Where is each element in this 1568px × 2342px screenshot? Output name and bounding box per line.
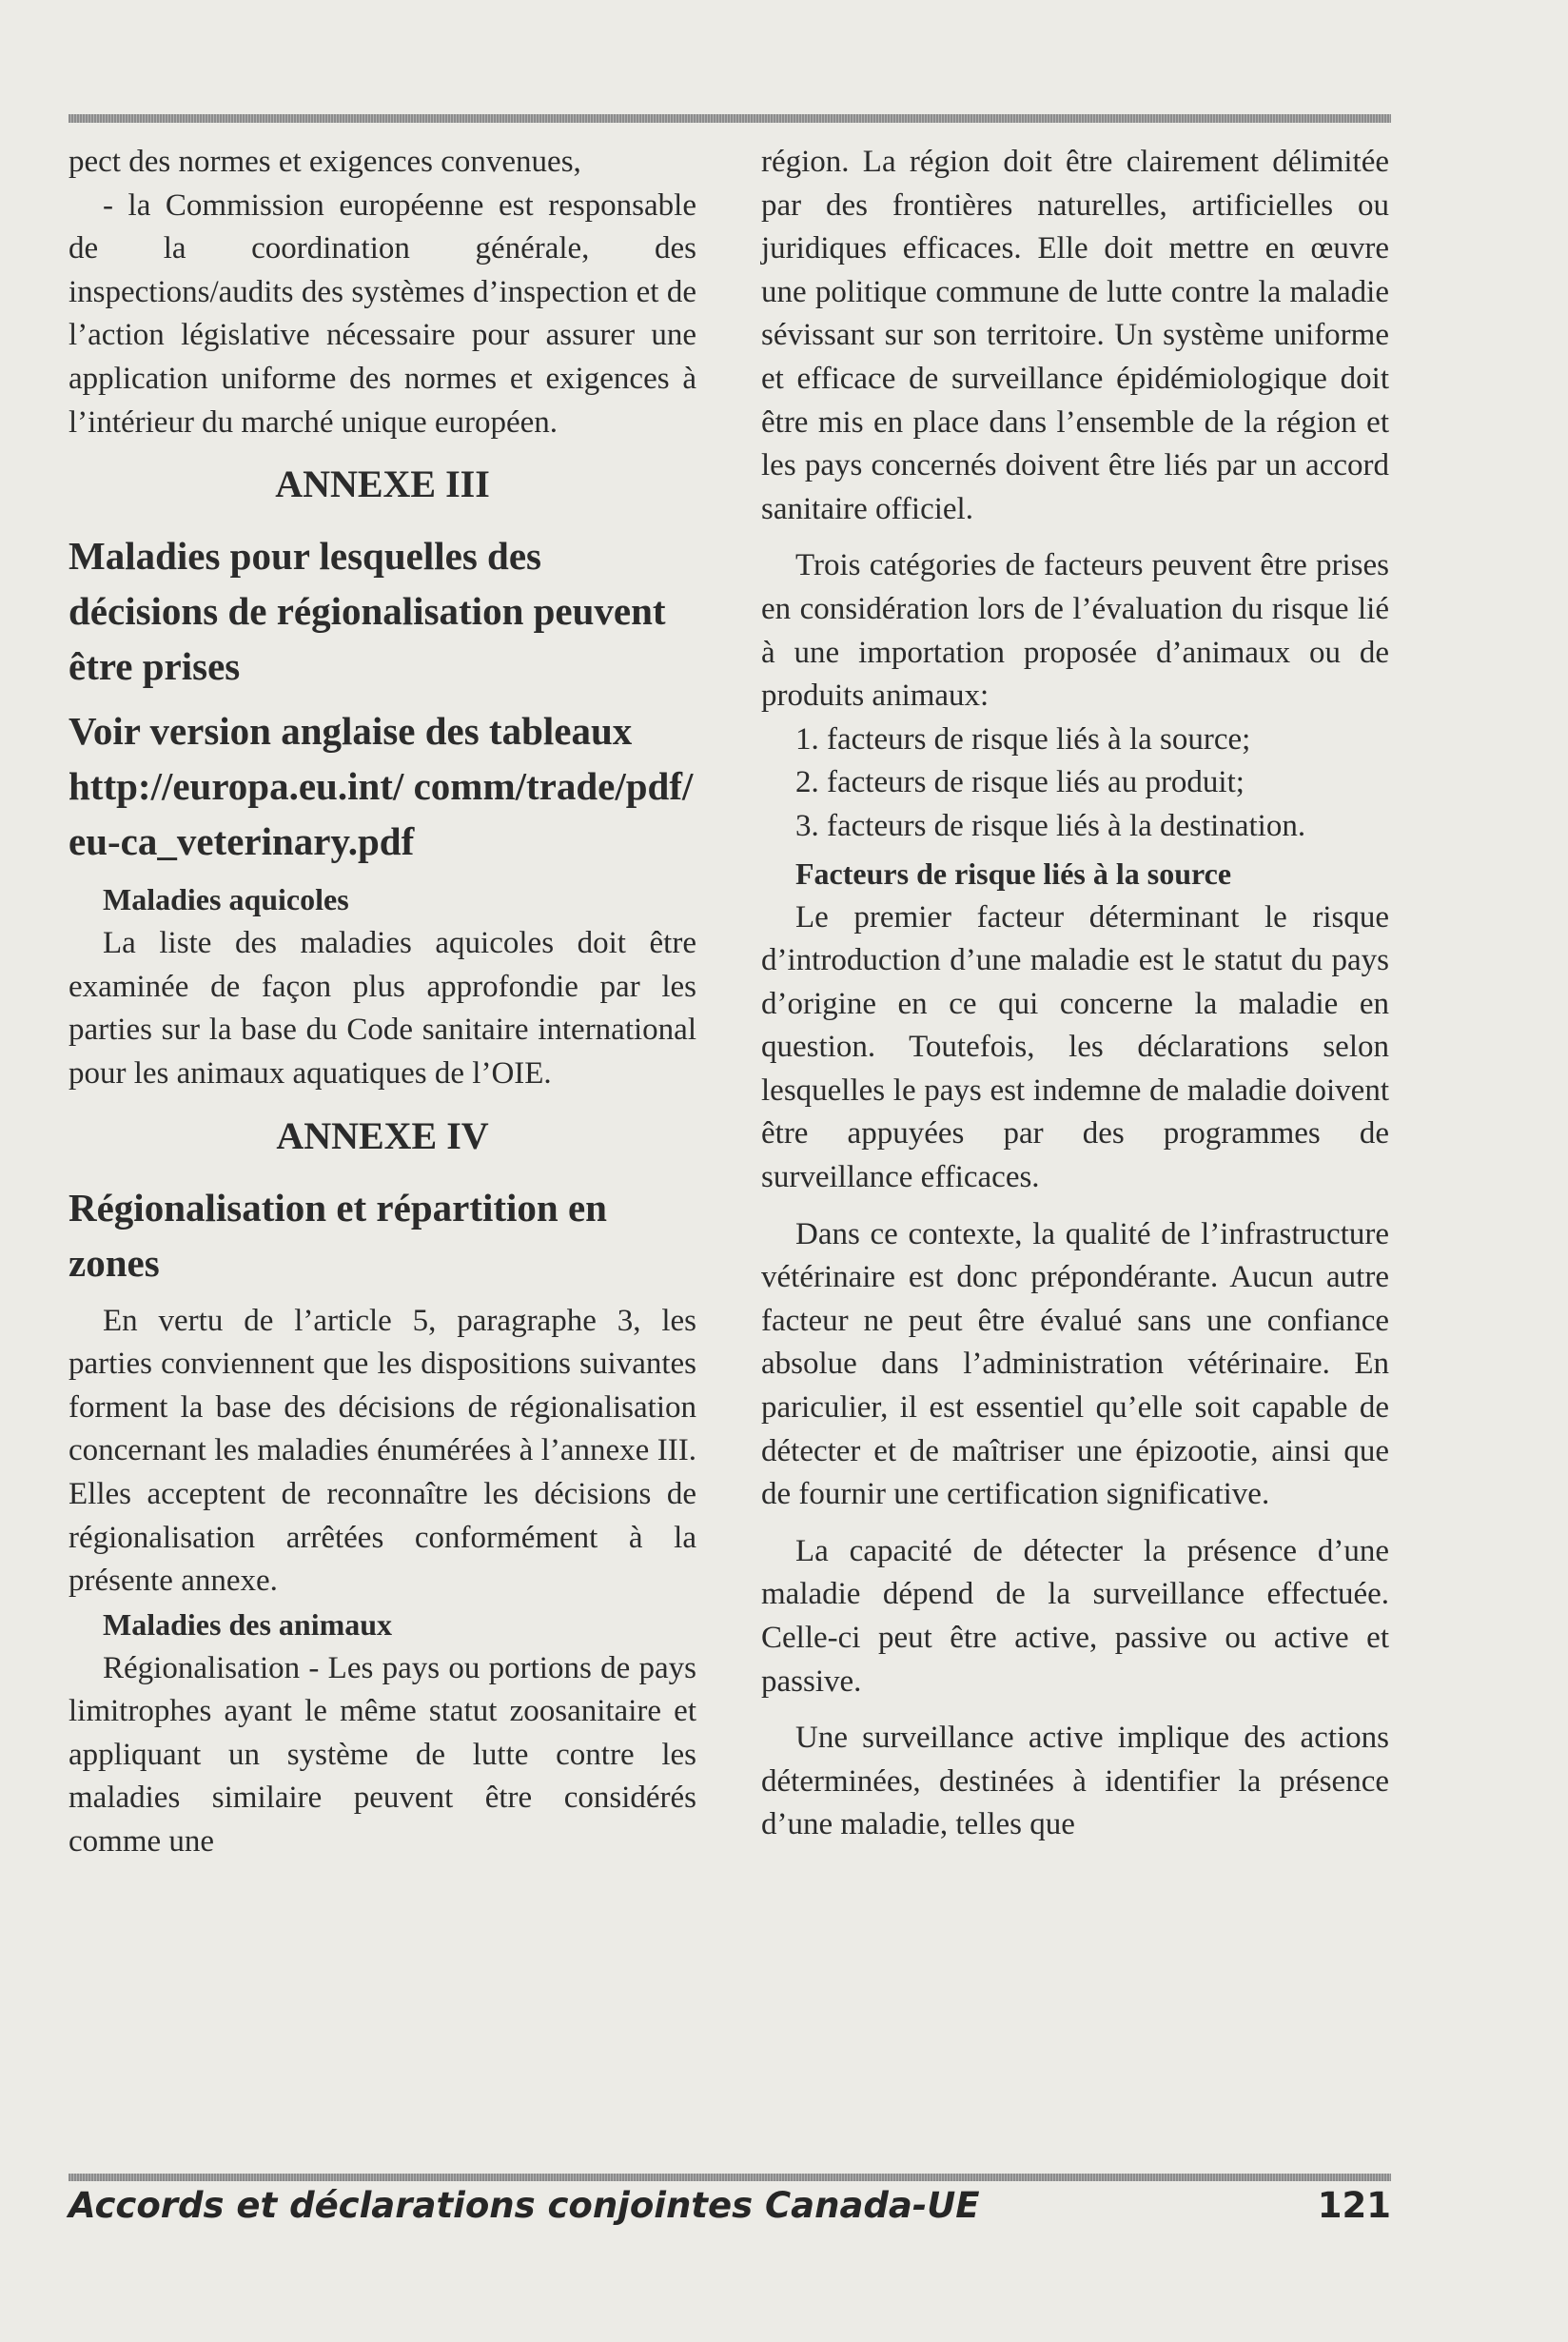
paragraph-active: Une surveillance active implique des actions déterminées, destinées à identifier la présence d’une maladie, telles que	[761, 1721, 1389, 1842]
annex-3-subheading: Voir version anglaise des tableaux http://europa.eu.int/ comm/trade/pdf/ eu-ca_veterinary.pdf	[69, 709, 694, 864]
paragraph-capacity: La capacité de détecter la présence d’une maladie dépend de la surveillance effectuée. Celle-ci peut être active, passive ou active et passive.	[761, 1533, 1389, 1699]
annex-4-title: ANNEXE IV	[276, 1113, 489, 1157]
aquatic-diseases-text: La liste des maladies aquicoles doit être examinée de façon plus approfondie par les parties sur la base du Code sanitaire international pour les animaux aquatiques de l’OIE.	[69, 926, 696, 1091]
paragraph-source: Le premier facteur déterminant le risque d’introduction d’une maladie est le statut du pays d’origine en ce qui concerne la maladie en question. Toutefois, les déclarations selon lesquelles le pays est indemne de maladie doivent être appuyées par des programmes de surveillance efficaces.	[761, 899, 1389, 1195]
annex-4-heading: Régionalisation et répartition en zones	[69, 1185, 607, 1285]
page-number: 121	[1317, 2185, 1391, 2226]
animal-diseases-text: Régionalisation - Les pays ou portions de pays limitrophes ayant le même statut zoosanitaire et appliquant un système de lutte contre les maladies similaire peuvent être considérés comme une	[69, 1650, 696, 1860]
source-factors-heading: Facteurs de risque liés à la source	[795, 856, 1232, 891]
paragraph-context: Dans ce contexte, la qualité de l’infrastructure vétérinaire est donc prépondérante. Aucun autre facteur ne peut être évalué sans une confiance absolue dans l’administration vétérinaire. En pariculier, il est essentiel qu’elle soit capable de détecter et de maîtriser une épizootie, ainsi que de fournir une certification significative.	[761, 1216, 1389, 1512]
annex-3-heading: Maladies pour lesquelles des décisions de régionalisation peuvent être prises	[69, 534, 666, 689]
list-item: 1. facteurs de risque liés à la source;	[795, 721, 1251, 757]
paragraph-continuation: pect des normes et exigences convenues,	[69, 145, 581, 179]
paragraph-categories: Trois catégories de facteurs peuvent être prises en considération lors de l’évaluation du risque lié à une importation proposée d’animaux ou de produits animaux:	[761, 548, 1389, 714]
aquatic-diseases-heading: Maladies aquicoles	[103, 882, 349, 917]
annex-3-title: ANNEXE III	[275, 462, 490, 506]
top-rule	[69, 114, 1391, 123]
annex-4-text: En vertu de l’article 5, paragraphe 3, les parties conviennent que les dispositions suivantes forment la base des décisions de régionalisation concernant les maladies énumérées à l’annexe III. Elles acceptent de reconnaître les décisions de régionalisation arrêtées conformément à la présente annexe.	[69, 1303, 696, 1599]
list-item: 3. facteurs de risque liés à la destination.	[795, 808, 1306, 843]
bottom-rule	[69, 2174, 1391, 2181]
paragraph-region: région. La région doit être clairement délimitée par des frontières naturelles, artificielles ou juridiques efficaces. Elle doit mettre en œuvre une politique commune de lutte contre la maladie sévissant sur son territoire. Un système uniforme et efficace de surveillance épidémiologique doit être mis en place dans l’ensemble de la région et les pays concernés doivent être liés par un accord sanitaire officiel.	[761, 145, 1389, 526]
paragraph-commission: - la Commission européenne est responsable de la coordination générale, des inspections/audits des systèmes d’inspection et de l’action législative nécessaire pour assurer une application uniforme des normes et exigences à l’intérieur du marché unique européen.	[69, 187, 696, 440]
right-column	[761, 141, 1389, 1847]
animal-diseases-heading: Maladies des animaux	[103, 1606, 393, 1642]
left-column	[69, 141, 696, 1864]
footer-title: Accords et déclarations conjointes Canada-UE	[69, 2185, 980, 2226]
list-item: 2. facteurs de risque liés au produit;	[795, 765, 1245, 800]
